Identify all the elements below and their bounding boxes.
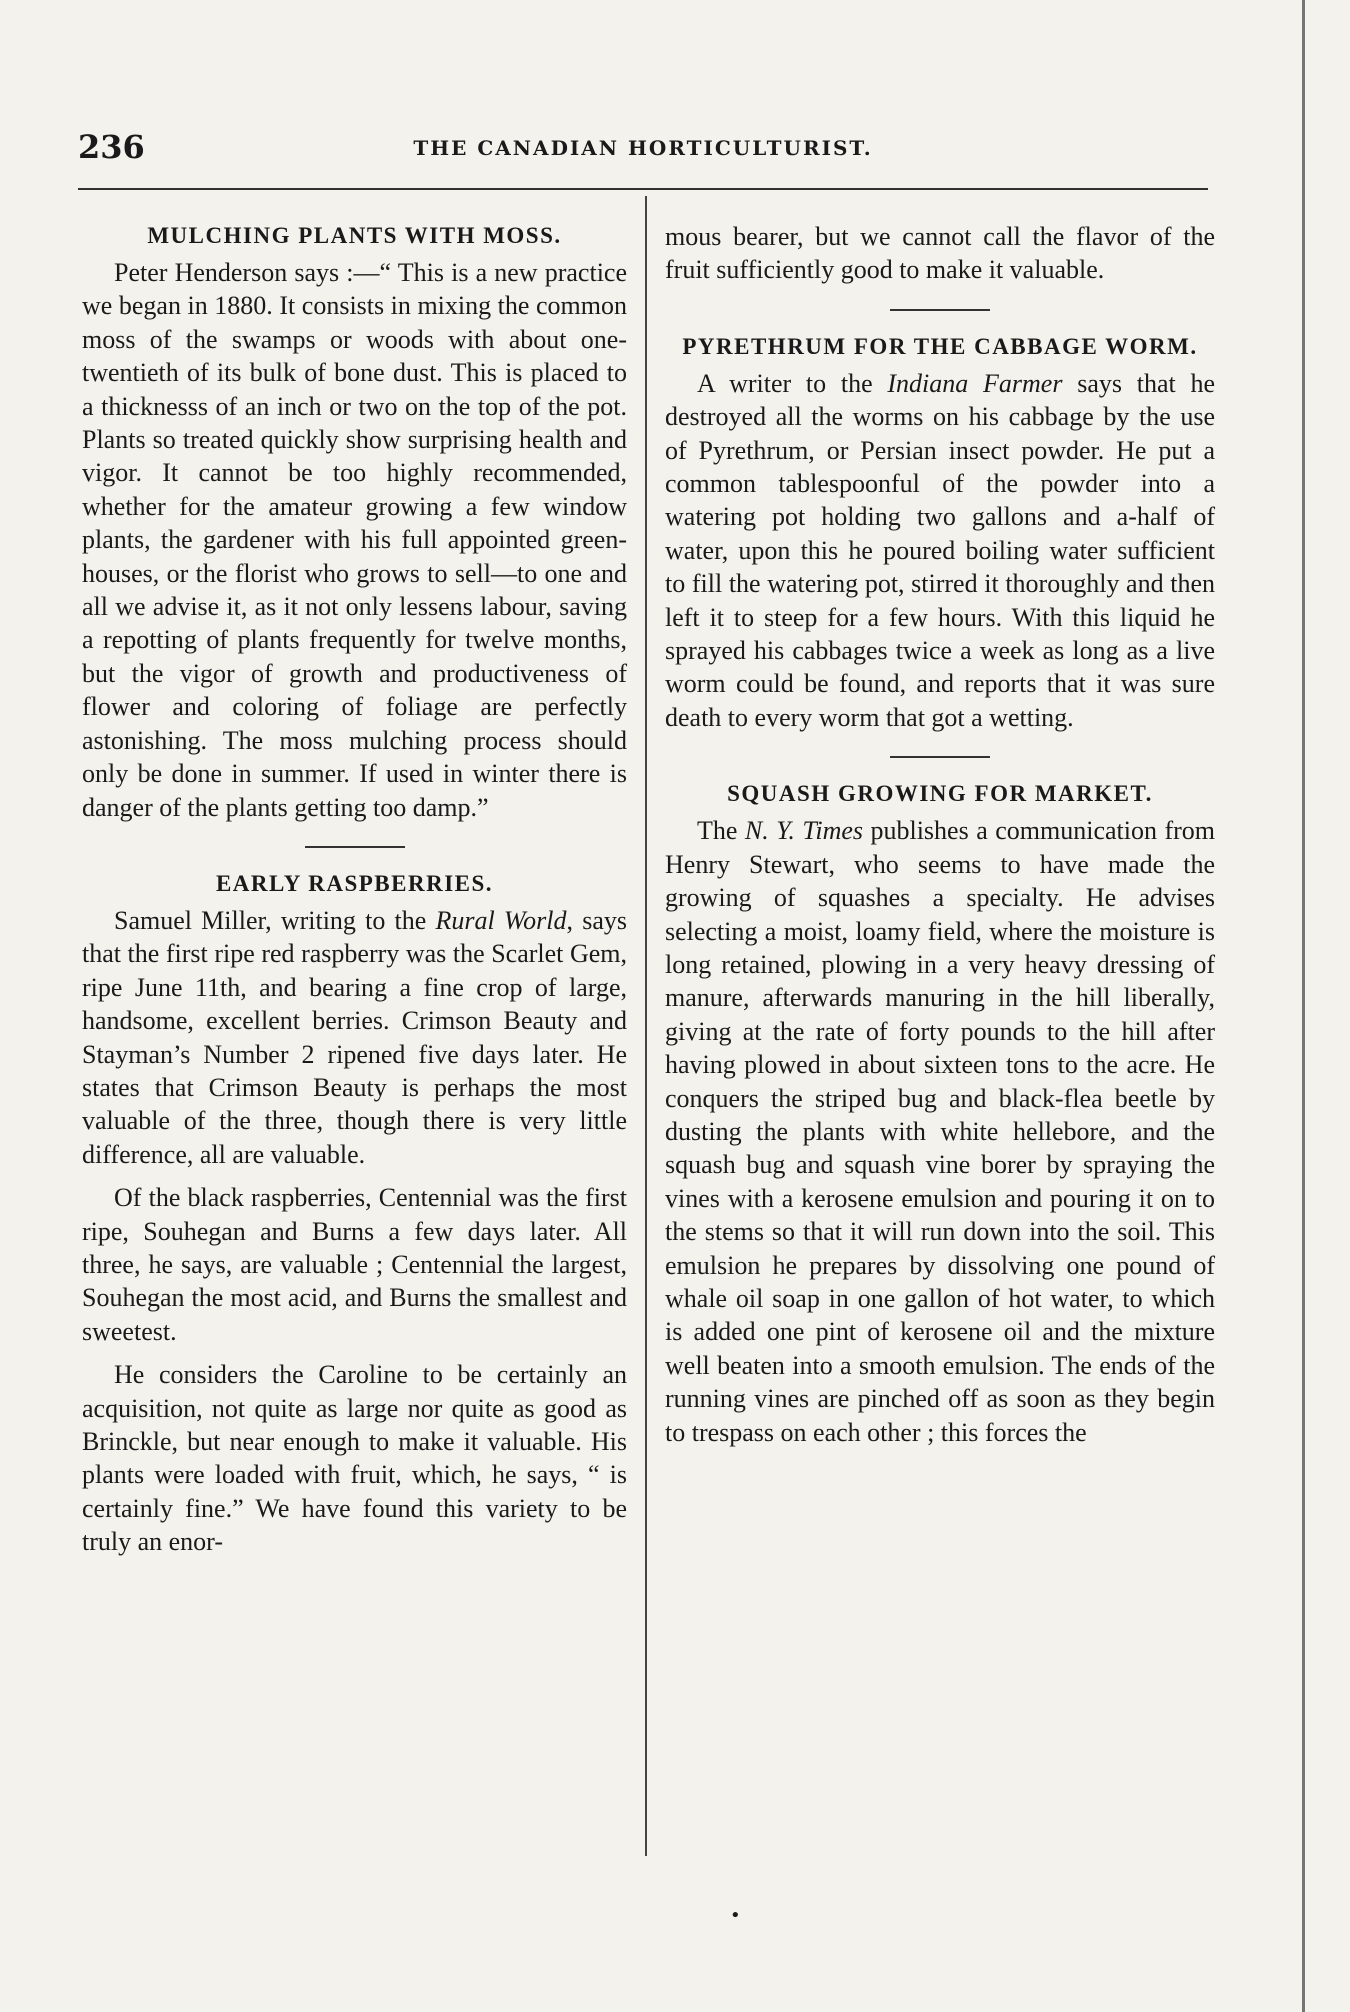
publication-name: Indiana Farmer <box>887 368 1063 398</box>
column-divider <box>645 196 647 1856</box>
paragraph-raspberries-3: He considers the Caroline to be certainly an acquisition, not quite as large nor quite as good as Brinckle, but near enough to make it valuable. His plants were loaded with fruit, which, he says, “ is certainly fine.” We have found this variety to be truly an enor- <box>82 1360 627 1557</box>
paragraph-raspberries-2: Of the black raspberries, Centennial was the first ripe, Souhegan and Burns a few days later. All three, he says, are valuable ; Centennial the largest, Souhegan the most acid, and Burns the smallest and sweetest. <box>82 1183 627 1346</box>
left-column <box>82 220 627 1559</box>
section-rule <box>305 846 405 848</box>
paragraph-continued: mous bearer, but we cannot call the flavor of the fruit sufficiently good to make it valuable. <box>665 222 1215 285</box>
publication-name: Rural World <box>435 905 567 935</box>
text-run: , says that the first ripe red raspberry was the Scarlet Gem, ripe June 11th, and bearing a fine crop of large, handsome, excellent berries. Crimson Beauty and Stayman’s Number 2 ripened five days later. He states that Crimson Beauty is perhaps the most valuable of the three, though there is very little difference, all are valuable. <box>82 905 627 1169</box>
right-column <box>665 220 1215 1449</box>
text-run: publishes a communication from Henry Stewart, who seems to have made the growing of squashes a specialty. He advises selecting a moist, loamy field, where the moisture is long retained, plowing in a very heavy dressing of manure, afterwards manuring in the hill liberally, giving at the rate of forty pounds to the hill after having plowed in about sixteen tons to the acre. He conquers the striped bug and black-flea beetle by dusting the plants with white hellebore, and the squash bug and squash vine borer by spraying the vines with a kerosene emulsion and pouring it on to the stems so that it will run down into the soil. This emulsion he prepares by dissolving one pound of whale oil soap in one gallon of hot water, to which is added one pint of kerosene oil and the mixture well beaten into a smooth emulsion. The ends of the running vines are pinched off as soon as they begin to trespass on each other ; this forces the <box>665 816 1215 1447</box>
paragraph-pyrethrum <box>665 367 1215 734</box>
publication-name: N. Y. Times <box>744 816 863 846</box>
section-title-pyrethrum: PYRETHRUM FOR THE CABBAGE WORM. <box>682 333 1198 359</box>
section-rule <box>890 756 990 758</box>
section-title-raspberries: EARLY RASPBERRIES. <box>215 870 494 896</box>
journal-title: THE CANADIAN HORTICULTURIST. <box>413 136 873 160</box>
header-rule <box>78 188 1208 190</box>
section-title-squash: SQUASH GROWING FOR MARKET. <box>727 781 1153 807</box>
ink-dot: • <box>730 1905 741 1926</box>
text-run: Samuel Miller, writing to the <box>114 905 436 935</box>
text-run: The <box>697 816 745 846</box>
paragraph-mulching: Peter Henderson says :—“ This is a new practice we began in 1880. It consists in mixing the common moss of the swamps or woods with about one-twentieth of its bulk of bone dust. This is placed to a thicknesss of an inch or two on the top of the pot. Plants so treated quickly show surprising health and vigor. It cannot be too highly recommended, whether for the amateur growing a few window plants, the gardener with his full appointed green-houses, or the florist who grows to sell—to one and all we advise it, as it not only lessens labour, saving a repotting of plants frequently for twelve months, but the vigor of growth and productiveness of flower and coloring of foliage are perfectly astonishing. The moss mulching process should only be done in summer. If used in winter there is danger of the plants getting too damp.” <box>82 258 627 822</box>
paragraph-squash <box>665 814 1215 1449</box>
section-rule <box>890 309 990 311</box>
page-edge-line <box>1302 0 1305 2012</box>
running-head <box>78 128 1208 168</box>
text-run: says that he destroyed all the worms on his cabbage by the use of Pyrethrum, or Persian insect powder. He put a common tablespoonful of the powder into a watering pot holding two gallons and a-half of water, upon this he poured boiling water sufficient to fill the watering pot, stirred it thoroughly and then left it to steep for a few hours. With this liquid he sprayed his cabbages twice a week as long as a live worm could be found, and reports that it was sure death to every worm that got a wetting. <box>665 368 1215 732</box>
section-title-mulching: MULCHING PLANTS WITH MOSS. <box>147 223 562 248</box>
page-number: 236 <box>78 128 145 166</box>
text-run: A writer to the <box>697 368 888 398</box>
paragraph-raspberries-1 <box>82 904 627 1171</box>
